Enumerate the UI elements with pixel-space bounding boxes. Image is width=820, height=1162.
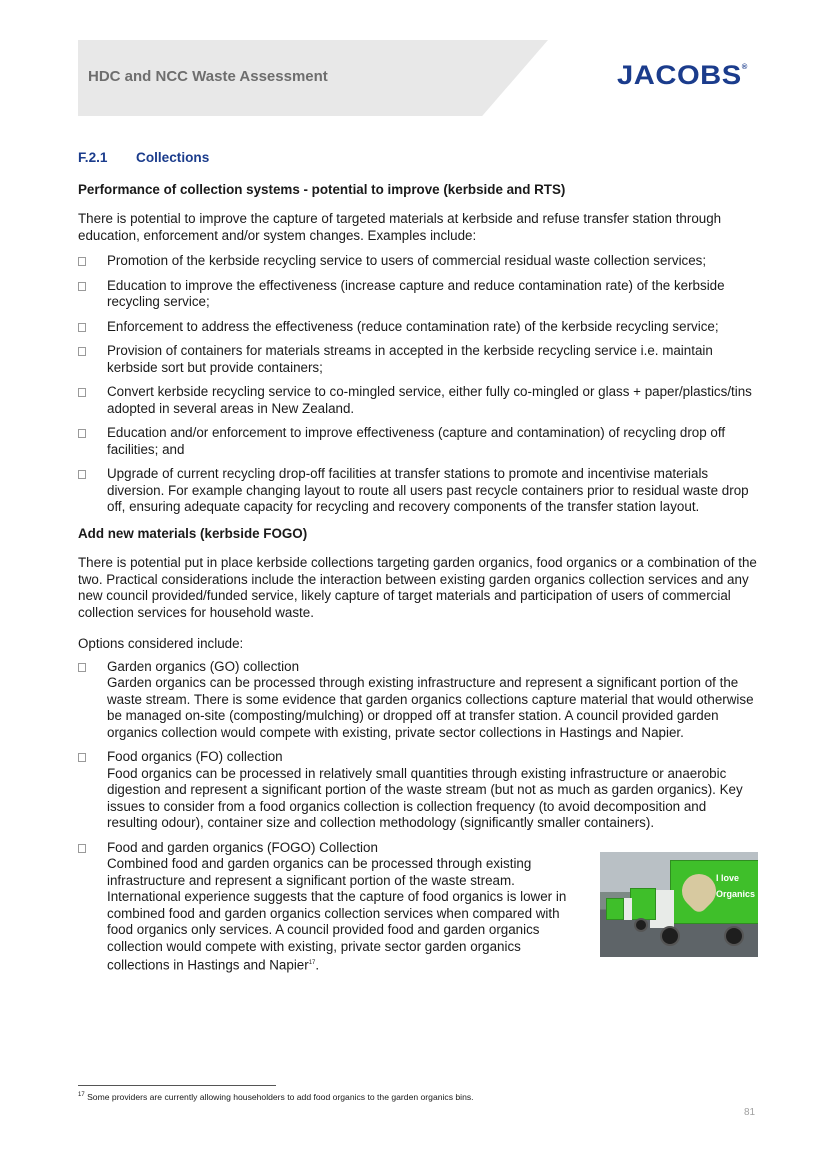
jacobs-logo bbox=[617, 60, 748, 91]
footnote bbox=[78, 1092, 474, 1102]
performance-intro: There is potential to improve the capture of targeted materials at kerbside and refuse transfer station through education, enforcement and/or system changes. Examples include: bbox=[78, 211, 722, 243]
section-heading bbox=[78, 150, 758, 167]
bullet-icon bbox=[78, 844, 86, 853]
option-item-fo bbox=[78, 749, 758, 832]
list-item: Convert kerbside recycling service to co-mingled service, either fully co-mingled or glass + paper/plastics/tins adopted in several areas in New Zealand. bbox=[78, 384, 758, 417]
logo-registered-mark: ® bbox=[741, 64, 748, 71]
page-number: 81 bbox=[744, 1107, 756, 1118]
bullet-icon bbox=[78, 388, 86, 397]
section-title: Collections bbox=[136, 150, 210, 165]
section-number: F.2.1 bbox=[78, 150, 108, 165]
option-title: Food organics (FO) collection bbox=[107, 749, 283, 764]
bullet-icon bbox=[78, 470, 86, 479]
bullet-icon bbox=[78, 347, 86, 356]
list-item: Upgrade of current recycling drop-off facilities at transfer stations to promote and incentivise materials diversion. For example changing layout to route all users past recycle containers prior to residual waste drop off, ensuring adequate capacity for recycling and recovery components of the transfer station layout. bbox=[78, 466, 758, 516]
performance-heading: Performance of collection systems - potential to improve (kerbside and RTS) bbox=[78, 181, 566, 197]
bullet-icon bbox=[78, 257, 86, 266]
option-title: Garden organics (GO) collection bbox=[107, 658, 300, 674]
bullet-icon bbox=[78, 429, 86, 438]
options-list bbox=[78, 659, 758, 974]
new-materials-intro: There is potential put in place kerbside collections targeting garden organics, food organics or a combination of the two. Practical considerations include the interaction between existing garden organics collection services and any new council provided/funded service, likely capture of target materials and participation of users of commercial collection services for household waste. bbox=[78, 555, 757, 620]
page-content bbox=[78, 150, 758, 984]
bullet-icon bbox=[78, 323, 86, 332]
organics-truck-photo bbox=[600, 852, 758, 957]
logo-text: JACOBS bbox=[617, 60, 742, 90]
option-body: Combined food and garden organics can be processed through existing infrastructure and represent a significant portion of the waste stream. International experience suggests that the capture of food organics is lower in combined food and garden organics collection services when compared with food organics only services. A council provided food and garden organics collection would compete with existing, private sector garden organics collections in Hastings and Napier bbox=[107, 856, 567, 973]
footnote-text: Some providers are currently allowing householders to add food organics to the garden organics bins. bbox=[87, 1092, 474, 1102]
new-materials-heading: Add new materials (kerbside FOGO) bbox=[78, 525, 308, 541]
performance-list bbox=[78, 253, 758, 516]
option-body: Garden organics can be processed through existing infrastructure and represent a significant portion of the waste stream. There is some evidence that garden organics collections capture material that would otherwise be managed on-site (composting/mulching) or dropped off at transfer station. A council provided garden organics collection would compete with existing, private sector collections in Hastings and Napier. bbox=[107, 675, 754, 740]
list-item: Provision of containers for materials streams in accepted in the kerbside recycling service i.e. maintain kerbside sort but provide containers; bbox=[78, 343, 758, 376]
photo-brand-text: I love Organics bbox=[716, 872, 756, 899]
options-label: Options considered include: bbox=[78, 636, 244, 651]
document-title: HDC and NCC Waste Assessment bbox=[88, 68, 328, 85]
option-body: Food organics can be processed in relatively small quantities through existing infrastructure or anaerobic digestion and represent a significant portion of the waste stream (but not as much as garden organics). Key issues to consider from a food organics collection is collection frequency (to avoid decomposition and resulting odour), container size and collection methodology (significantly smaller containers). bbox=[107, 765, 743, 830]
bullet-icon bbox=[78, 753, 86, 762]
option-item-go bbox=[78, 659, 758, 742]
option-title: Food and garden organics (FOGO) Collection bbox=[107, 839, 378, 855]
option-item-fogo: Food and garden organics (FOGO) Collection Combined food and garden organics can be processed through existing infrastructure and represent a significant portion of the waste stream. International experience suggests that the capture of food organics is lower in combined food and garden organics collection services when compared with food organics only services. A council provided food and garden organics collection would compete with existing, private sector garden organics collections in Hastings and Napier$^{17}$. I love Organics bbox=[78, 840, 758, 974]
list-item: Promotion of the kerbside recycling service to users of commercial residual waste collection services; bbox=[78, 253, 758, 270]
footnote-number: 17 bbox=[78, 1092, 85, 1099]
footnote-divider bbox=[78, 1085, 276, 1086]
bullet-icon bbox=[78, 282, 86, 291]
footnote-ref: 17 bbox=[308, 960, 316, 966]
bullet-icon bbox=[78, 663, 86, 672]
list-item: Enforcement to address the effectiveness (reduce contamination rate) of the kerbside recycling service; bbox=[78, 319, 758, 336]
list-item: Education and/or enforcement to improve effectiveness (capture and contamination) of recycling drop off facilities; and bbox=[78, 425, 758, 458]
list-item: Education to improve the effectiveness (increase capture and reduce contamination rate) of the kerbside recycling service; bbox=[78, 278, 758, 311]
